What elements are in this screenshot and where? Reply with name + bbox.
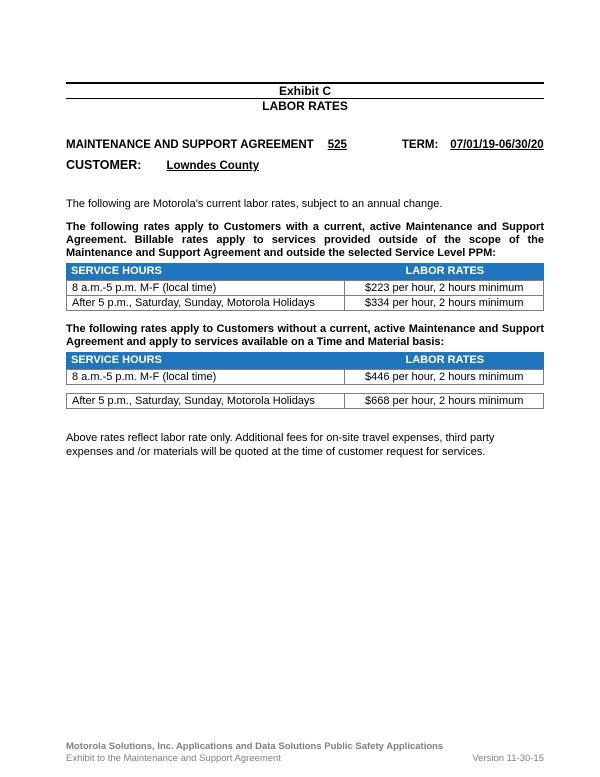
table-row: [66, 280, 544, 296]
service-hours-cell: 8 a.m.-5 p.m. M-F (local time): [67, 370, 345, 384]
intro-paragraph: The following are Motorola’s current labor rates, subject to an annual change.: [66, 198, 443, 210]
agreement-row: [66, 139, 544, 151]
closing-paragraph: Above rates reflect labor rate only. Additional fees for on-site travel expenses, third party expenses and /or materials will be quoted at the time of customer request for services.: [66, 432, 495, 458]
table-header-row: [66, 263, 544, 280]
labor-rate-cell: $446 per hour, 2 hours minimum: [365, 371, 524, 383]
table-row: [66, 369, 544, 385]
labor-rate-cell: $668 per hour, 2 hours minimum: [365, 395, 524, 407]
customer-label: CUSTOMER:: [66, 158, 142, 172]
document-content: [66, 82, 544, 459]
without-agreement-paragraph: The following rates apply to Customers without a current, active Maintenance and Support Agreement and apply to services available on a Time and Material basis:: [66, 323, 544, 348]
table-row: [66, 393, 544, 409]
footer-version: Version 11-30-15: [472, 752, 544, 764]
service-hours-header: SERVICE HOURS: [71, 354, 162, 366]
page-footer: [66, 741, 544, 764]
table-row: [66, 295, 544, 311]
labor-rates-title: LABOR RATES: [262, 99, 348, 113]
term-label: TERM:: [401, 139, 439, 151]
service-hours-cell: After 5 p.m., Saturday, Sunday, Motorola Holidays: [67, 296, 345, 310]
labor-rates-header: LABOR RATES: [405, 354, 485, 366]
agreement-label: MAINTENANCE AND SUPPORT AGREEMENT: [66, 139, 314, 151]
footer-company-line: Motorola Solutions, Inc. Applications and Data Solutions Public Safety Applications: [66, 741, 444, 752]
footer-left: [66, 741, 443, 764]
service-hours-cell: 8 a.m.-5 p.m. M-F (local time): [67, 281, 345, 295]
table-header-row: [66, 352, 544, 369]
footer-exhibit-line: Exhibit to the Maintenance and Support Agreement: [66, 752, 281, 764]
with-agreement-paragraph: The following rates apply to Customers with a current, active Maintenance and Support Agreement. Billable rates apply to services provided outside of the scope of the Maintenance and Support Agreement and outside the selected Service Level PPM:: [66, 221, 544, 259]
labor-rate-cell: $334 per hour, 2 hours minimum: [365, 297, 524, 309]
service-hours-header: SERVICE HOURS: [71, 265, 162, 277]
service-hours-cell: After 5 p.m., Saturday, Sunday, Motorola Holidays: [67, 394, 345, 408]
rate-table-without-agreement: [66, 352, 544, 409]
customer-value: Lowndes County: [166, 160, 260, 172]
term-value: 07/01/19-06/30/20: [450, 139, 544, 151]
table-row-gap: [66, 385, 544, 393]
rate-table-with-agreement: [66, 263, 544, 311]
customer-row: [66, 158, 544, 172]
agreement-number: 525: [327, 139, 347, 151]
labor-rates-header: LABOR RATES: [405, 265, 485, 277]
exhibit-title: Exhibit C: [278, 84, 331, 98]
labor-rate-cell: $223 per hour, 2 hours minimum: [365, 282, 524, 294]
